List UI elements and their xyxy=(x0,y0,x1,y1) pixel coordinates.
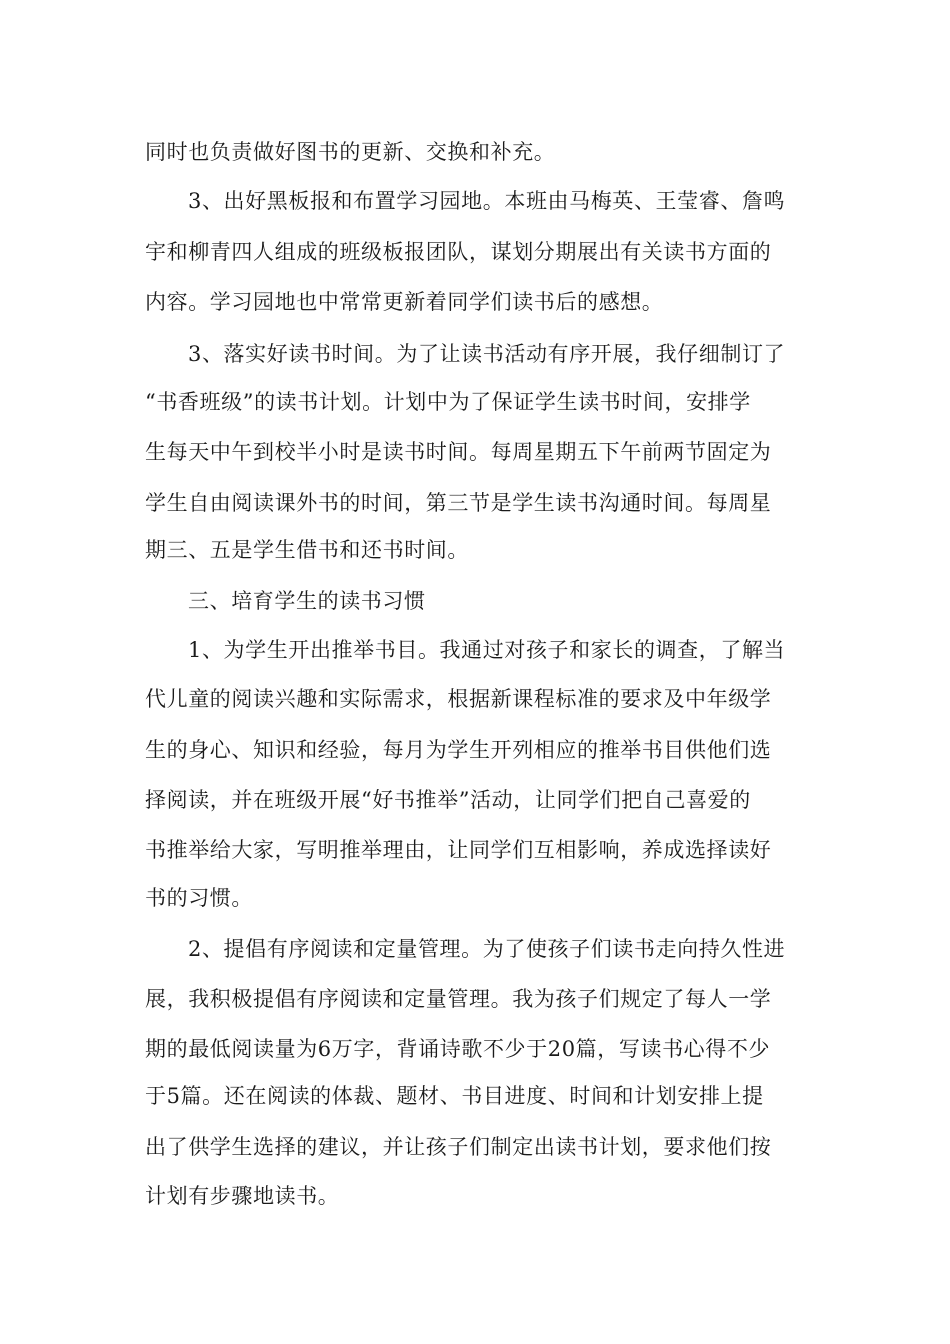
text-line: 于5篇。还在阅读的体裁、题材、书目进度、时间和计划安排上提 xyxy=(145,1084,764,1108)
text-line: 1、为学生开出推举书目。我通过对孩子和家长的调查，了解当 xyxy=(188,638,786,662)
text-line: 生每天中午到校半小时是读书时间。每周星期五下午前两节固定为 xyxy=(145,440,772,464)
text-line: 计划有步骤地读书。 xyxy=(145,1184,340,1208)
text-line: 期三、五是学生借书和还书时间。 xyxy=(145,538,469,562)
text-line: 代儿童的阅读兴趣和实际需求，根据新课程标准的要求及中年级学 xyxy=(145,687,772,711)
section-heading: 三、培育学生的读书习惯 xyxy=(188,589,426,613)
text-line: 3、出好黑板报和布置学习园地。本班由马梅英、王莹睿、詹鸣 xyxy=(188,189,786,213)
text-line: 出了供学生选择的建议，并让孩子们制定出读书计划，要求他们按 xyxy=(145,1135,772,1159)
text-line: “书香班级”的读书计划。计划中为了保证学生读书时间，安排学 xyxy=(145,390,751,414)
text-line: 展，我积极提倡有序阅读和定量管理。我为孩子们规定了每人一学 xyxy=(145,987,772,1011)
text-line: 宇和柳青四人组成的班级板报团队，谋划分期展出有关读书方面的 xyxy=(145,240,772,264)
text-line: 生的身心、知识和经验，每月为学生开列相应的推举书目供他们选 xyxy=(145,738,772,762)
text-line: 期的最低阅读量为6万字，背诵诗歌不少于20篇，写读书心得不少 xyxy=(145,1037,771,1061)
text-line: 同时也负责做好图书的更新、交换和补充。 xyxy=(145,140,556,164)
text-line: 书推举给大家，写明推举理由，让同学们互相影响，养成选择读好 xyxy=(145,838,772,862)
text-line: 书的习惯。 xyxy=(145,886,253,910)
text-line: 择阅读，并在班级开展“好书推举”活动，让同学们把自己喜爱的 xyxy=(145,788,751,812)
text-line: 学生自由阅读课外书的时间，第三节是学生读书沟通时间。每周星 xyxy=(145,491,772,515)
text-line: 内容。学习园地也中常常更新着同学们读书后的感想。 xyxy=(145,290,664,314)
text-line: 2、提倡有序阅读和定量管理。为了使孩子们读书走向持久性进 xyxy=(188,937,786,961)
text-line: 3、落实好读书时间。为了让读书活动有序开展，我仔细制订了 xyxy=(188,342,786,366)
